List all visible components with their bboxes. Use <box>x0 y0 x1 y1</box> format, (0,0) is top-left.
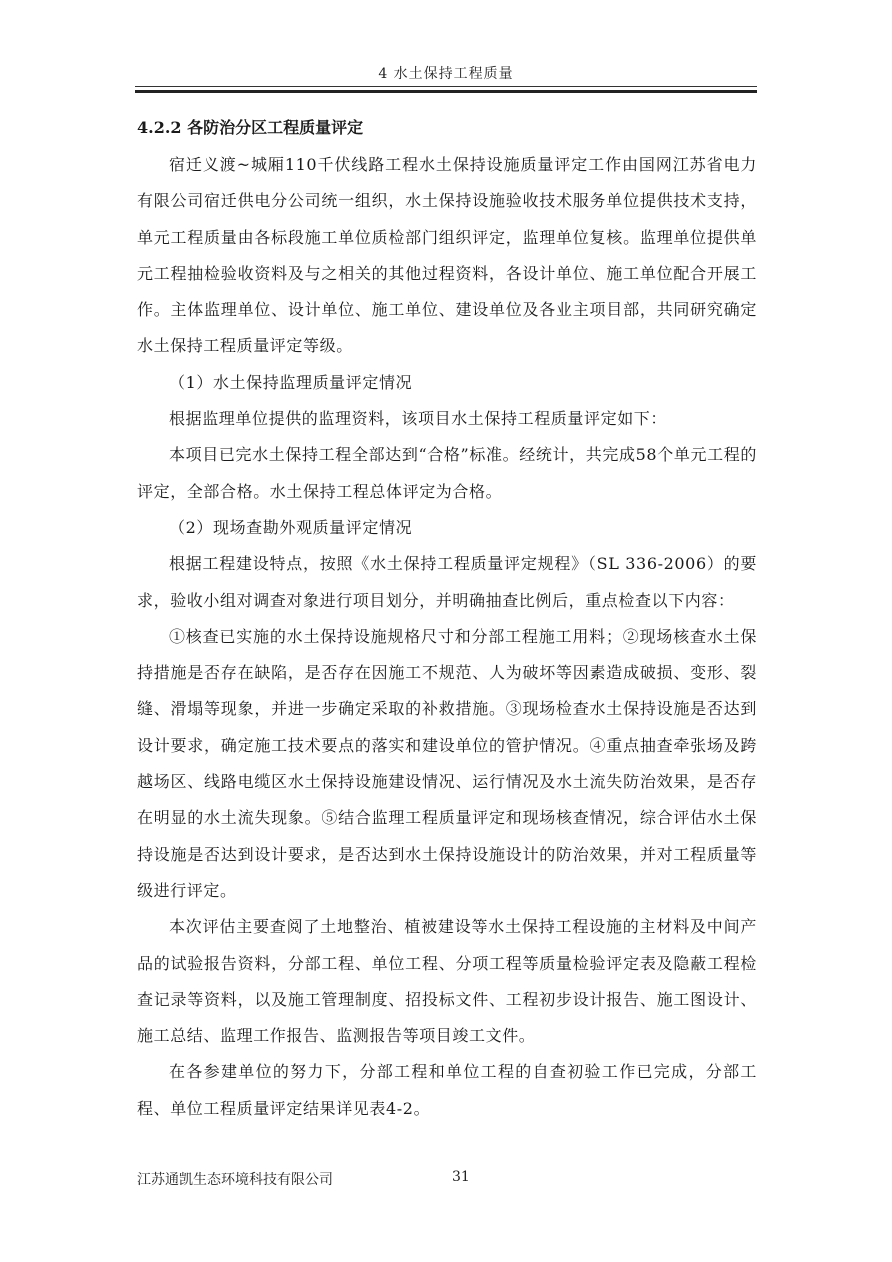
paragraph-supervision-source: 根据监理单位提供的监理资料，该项目水土保持工程质量评定如下： <box>169 409 668 429</box>
footer-company: 江苏通凯生态环境科技有限公司 <box>137 1172 333 1188</box>
paragraph-conclusion: 在各参建单位的努力下，分部工程和单位工程的自查初验工作已完成，分部工程、单位工程质量评定结果详见表4-2。 <box>137 1062 757 1118</box>
paragraph-inspection-items: ①核查已实施的水土保持设施规格尺寸和分部工程施工用料；②现场核查水土保持措施是否存在缺陷，是否存在因施工不规范、人为破坏等因素造成破损、变形、裂缝、滑塌等现象，并进一步确定采取的补救措施。③现场检查水土保持设施是否达到设计要求，确定施工技术要点的落实和建设单位的管护情况。④重点抽查牵张场及跨越场区、线路电缆区水土保持设施建设情况、运行情况及水土流失防治效果，是否存在明显的水土流失现象。⑤结合监理工程质量评定和现场核查情况，综合评估水土保持设施是否达到设计要求，是否达到水土保持设施设计的防治效果，并对工程质量等级进行评定。 <box>137 626 757 900</box>
header-rule-thick <box>135 90 757 93</box>
subheading-supervision: （1）水土保持监理质量评定情况 <box>169 372 413 392</box>
paragraph-intro: 宿迁义渡~城厢110千伏线路工程水土保持设施质量评定工作由国网江苏省电力有限公司宿迁供电分公司统一组织，水土保持设施验收技术服务单位提供技术支持，单元工程质量由各标段施工单位质检部门组织评定，监理单位复核。监理单位提供单元工程抽检验收资料及与之相关的其他过程资料，各设计单位、施工单位配合开展工作。主体监理单位、设计单位、施工单位、建设单位及各业主项目部，共同研究确定水土保持工程质量评定等级。 <box>137 155 757 356</box>
subheading-site-inspection: （2）现场查勘外观质量评定情况 <box>169 517 413 537</box>
header-rule-thin <box>135 86 757 87</box>
page-number: 31 <box>452 1169 470 1185</box>
running-header: 4 水土保持工程质量 <box>378 66 514 82</box>
paragraph-inspection-basis: 根据工程建设特点，按照《水土保持工程质量评定规程》（SL 336-2006）的要求，验收小组对调查对象进行项目划分，并明确抽查比例后，重点检查以下内容： <box>137 554 757 610</box>
section-heading: 4.2.2 各防治分区工程质量评定 <box>137 118 364 137</box>
page-body <box>137 113 757 1127</box>
paragraph-supervision-result: 本项目已完水土保持工程全部达到“合格”标准。经统计，共完成58个单元工程的评定，全部合格。水土保持工程总体评定为合格。 <box>137 445 757 501</box>
paragraph-document-review: 本次评估主要查阅了土地整治、植被建设等水土保持工程设施的主材料及中间产品的试验报告资料，分部工程、单位工程、分项工程等质量检验评定表及隐蔽工程检查记录等资料，以及施工管理制度、招投标文件、工程初步设计报告、施工图设计、施工总结、监理工作报告、监测报告等项目竣工文件。 <box>137 917 757 1046</box>
